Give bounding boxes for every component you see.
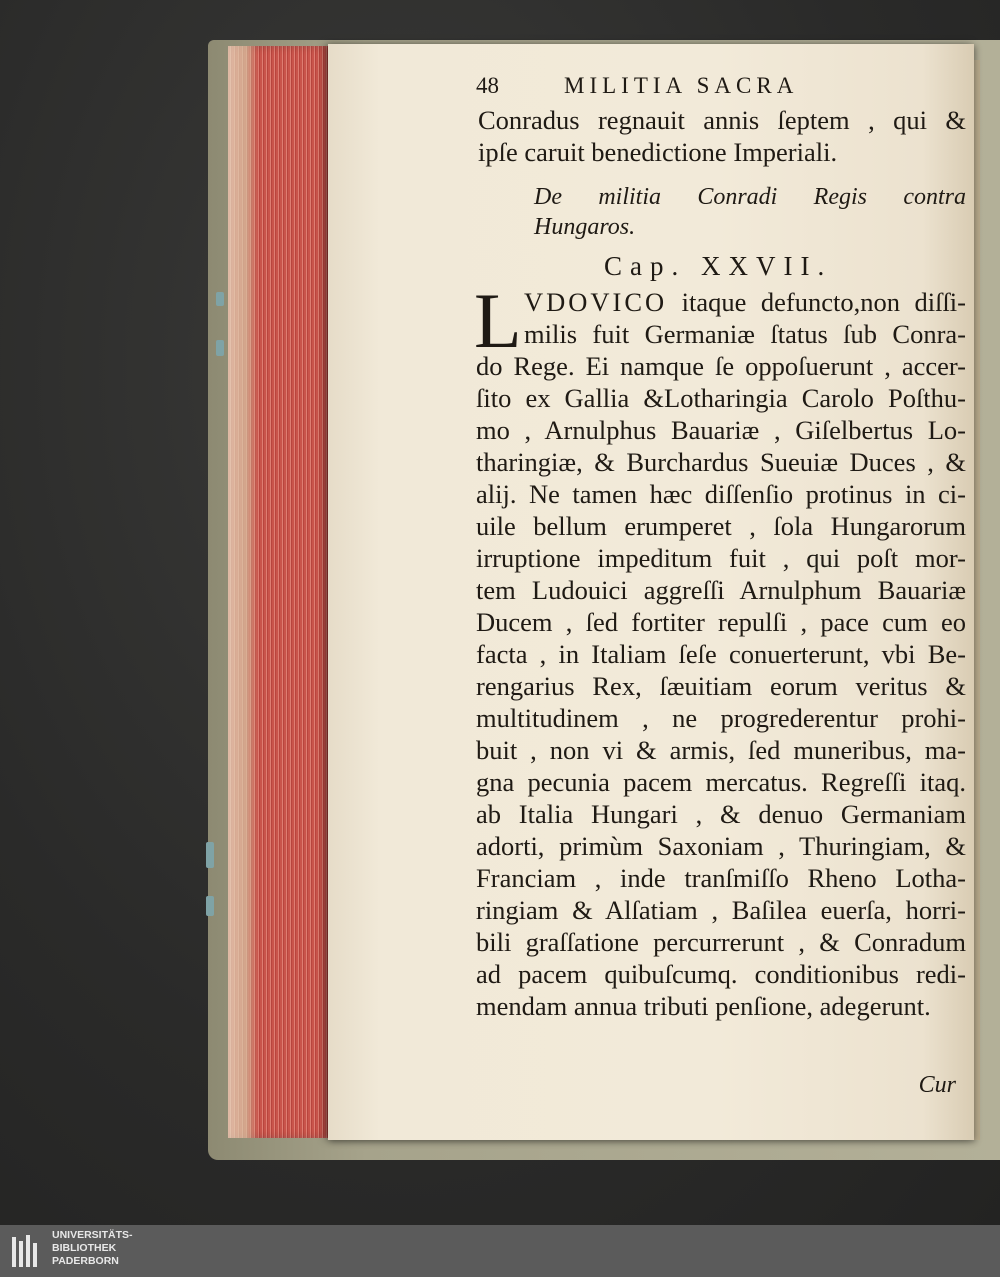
body-text (474, 277, 966, 1022)
body-line: mo , Arnulphus Bauariæ , Giſelbertus Lo- (476, 415, 966, 445)
library-name-line: PADERBORN (52, 1255, 119, 1267)
body-line: tharingiæ, & Burchardus Sueuiæ Duces , & (476, 447, 966, 477)
section-heading: Hungaros. (534, 214, 636, 240)
section-heading: De militia Conradi Regis contra (534, 184, 966, 210)
red-page-edges (228, 46, 330, 1138)
body-line: mendam annua tributi penſione, adegerunt. (476, 991, 931, 1021)
intro-line: Conradus regnauit annis ſeptem , qui & (478, 105, 966, 135)
body-line: adorti, primùm Saxoniam , Thuringiam, & (476, 831, 966, 861)
running-title: MILITIA SACRA (564, 73, 799, 98)
chapter-heading: Cap. XXVII. (604, 251, 833, 281)
body-line: ab Italia Hungari , & denuo Germaniam (476, 799, 966, 829)
body-line: rengarius Rex, ſæuitiam eorum veritus & (476, 671, 966, 701)
first-word: VDOVICO (524, 287, 668, 317)
intro-line: ipſe caruit benedictione Imperiali. (478, 137, 838, 167)
body-line: Franciam , inde tranſmiſſo Rheno Lotha- (476, 863, 966, 893)
body-line: milis fuit Germaniæ ſtatus ſub Conra- (524, 319, 966, 349)
running-head (476, 70, 966, 102)
library-name-line: UNIVERSITÄTS- (52, 1229, 133, 1241)
body-line: do Rege. Ei namque ſe oppoſuerunt , accer- (476, 351, 966, 381)
body-line (476, 286, 966, 318)
body-line: uile bellum erumperet , ſola Hungarorum (476, 511, 966, 541)
body-line: gna pecunia pacem mercatus. Regreſſi itaq. (476, 767, 966, 797)
page-text (476, 70, 966, 1099)
body-line: alij. Ne tamen hæc diſſenſio protinus in ci- (476, 479, 966, 509)
library-logo-icon (10, 1231, 44, 1271)
body-line: ad pacem quibuſcumq. conditionibus redi- (476, 959, 966, 989)
library-name (52, 1229, 133, 1268)
body-line: buit , non vi & armis, ſed muneribus, ma- (476, 735, 966, 765)
catchword: Cur (918, 1072, 956, 1098)
body-line-text: itaque defuncto,non diſſi- (681, 287, 966, 317)
body-line: irruptione impeditum fuit , qui poſt mor- (476, 543, 966, 573)
drop-cap: L (474, 277, 522, 364)
page-number: 48 (476, 73, 499, 98)
body-line: bili graſſatione percurrerunt , & Conradum (476, 927, 966, 957)
library-footer (0, 1225, 1000, 1277)
body-line: facta , in Italiam ſeſe conuerterunt, vbi Be- (476, 639, 966, 669)
body-line: tem Ludouici aggreſſi Arnulphum Bauariæ (476, 575, 966, 605)
body-line: ringiam & Alſatiam , Baſilea euerſa, horri- (476, 895, 966, 925)
clasp-upper-mid (216, 340, 224, 356)
clasp-lower (206, 842, 214, 868)
body-line: ſito ex Gallia &Lotharingia Carolo Poſthu- (476, 383, 966, 413)
body-line: Ducem , ſed fortiter repulſi , pace cum eo (476, 607, 966, 637)
clasp-top (216, 292, 224, 306)
body-line: multitudinem , ne progrederentur prohi- (476, 703, 966, 733)
library-name-line: BIBLIOTHEK (52, 1242, 117, 1254)
clasp-bottom (206, 896, 214, 916)
